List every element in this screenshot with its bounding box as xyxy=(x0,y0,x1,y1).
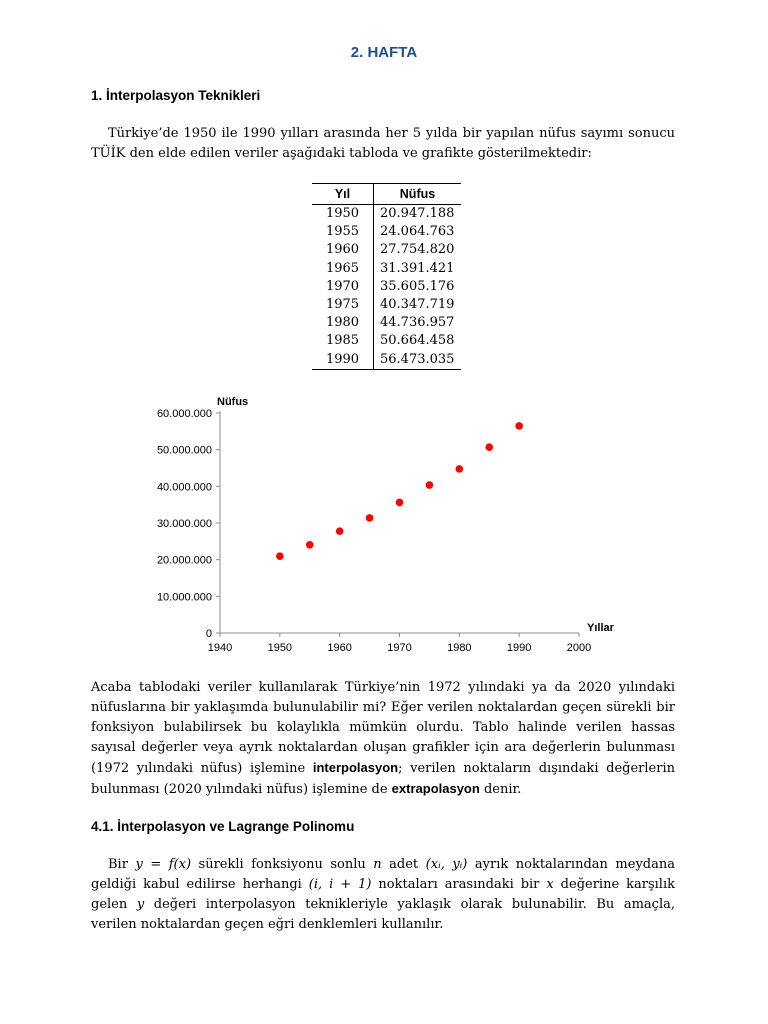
data-point xyxy=(306,541,314,549)
table-row xyxy=(312,223,461,241)
term-extrapolasyon: extrapolasyon xyxy=(391,781,480,796)
x-tick-label: 1970 xyxy=(387,642,412,654)
year-cell: 1950 xyxy=(312,205,374,224)
math-expression: (i, i + 1) xyxy=(308,877,372,892)
population-cell: 44.736.957 xyxy=(380,315,455,331)
population-cell: 40.347.719 xyxy=(380,297,455,313)
population-cell: 56.473.035 xyxy=(374,351,462,370)
paragraph-text: değeri interpolasyon teknikleriyle yaklaşık olarak bulunabilir. Bu amaçla, verilen noktalardan geçen eğri denklemleri kullanılır. xyxy=(91,897,675,932)
paragraph-text: sürekli fonksiyonu sonlu xyxy=(191,857,374,872)
population-cell: 31.391.421 xyxy=(380,260,455,276)
paragraph-text: adet xyxy=(381,857,426,872)
table-row xyxy=(312,351,461,370)
page-title: 2. HAFTA xyxy=(350,44,418,61)
year-cell: 1965 xyxy=(312,260,374,278)
y-tick-label: 40.000.000 xyxy=(156,481,212,494)
x-tick-label: 1950 xyxy=(267,642,293,654)
paragraph-text: ayrık noktalarından meydana geldiği kabul edilirse herhangi xyxy=(91,857,675,892)
paragraph-text: Acaba tablodaki veriler kullanılarak Türkiye’nin 1972 yılındaki ya da 2020 yılındaki nüfuslarına bir yaklaşımda bulunulabilir mi? Eğer verilen noktalardan geçen sürekli bir fonksiyon bulabilirsek bu kolaylıkla mümkün olurdu. Tablo halinde verilen hassas sayısal değerler veya ayrık noktalardan oluşan grafikler için ara değerlerin bulunması (1972 yılındaki nüfus) işlemine xyxy=(91,680,675,776)
paragraph-text: ; verilen noktaların dışındaki değerlerin bulunması (2020 yılındaki nüfus) işlemine de xyxy=(91,761,675,797)
year-cell: 1990 xyxy=(312,351,374,370)
math-expression: y = f(x) xyxy=(135,857,192,872)
year-cell: 1955 xyxy=(312,223,374,241)
intro-text: Türkiye’de 1950 ile 1990 yılları arasında her 5 yılda bir yapılan nüfus sayımı sonucu TÜİK den elde edilen veriler aşağıdaki tabloda ve grafikte gösterilmektedir: xyxy=(91,126,675,161)
year-cell: 1975 xyxy=(312,296,374,314)
x-tick-label: 2000 xyxy=(566,642,592,654)
population-cell: 50.664.458 xyxy=(380,333,455,349)
population-cell: 35.605.176 xyxy=(380,278,455,294)
table-row xyxy=(312,260,461,278)
population-cell: 27.754.820 xyxy=(380,242,455,258)
table-header-year: Yıl xyxy=(312,184,374,205)
year-cell: 1985 xyxy=(312,332,374,350)
math-expression: x xyxy=(546,877,554,892)
population-cell: 20.947.188 xyxy=(380,206,455,221)
table-row xyxy=(312,205,461,224)
paragraph-text: denir. xyxy=(479,782,522,797)
data-point xyxy=(485,443,493,451)
table-row xyxy=(312,278,461,296)
data-point xyxy=(426,481,434,489)
y-tick-label: 10.000.000 xyxy=(156,591,212,604)
interpolation-paragraph xyxy=(91,678,675,800)
y-tick-label: 30.000.000 xyxy=(156,518,212,530)
x-tick-label: 1940 xyxy=(207,642,233,654)
population-cell: 24.064.763 xyxy=(380,224,455,240)
x-tick-label: 1990 xyxy=(506,642,532,654)
x-tick-label: 1960 xyxy=(327,642,352,654)
paragraph-text: Bir xyxy=(108,857,136,872)
intro-paragraph xyxy=(91,124,675,164)
paragraph-text: değerine karşılık gelen xyxy=(91,877,675,912)
math-expression: n xyxy=(373,857,382,872)
subsection-heading: 4.1. İnterpolasyon ve Lagrange Polinomu xyxy=(91,819,355,834)
math-expression: y xyxy=(136,897,145,912)
table-row xyxy=(312,241,461,259)
y-tick-label: 20.000.000 xyxy=(156,554,212,567)
x-tick-label: 1980 xyxy=(447,642,472,654)
data-point xyxy=(336,527,344,535)
y-tick-label: 0 xyxy=(205,628,212,640)
population-table xyxy=(312,183,461,370)
year-cell: 1970 xyxy=(312,278,374,296)
y-axis-label: Nüfus xyxy=(217,396,249,408)
data-point xyxy=(456,465,464,473)
lagrange-paragraph xyxy=(91,855,675,935)
section-heading: 1. İnterpolasyon Teknikleri xyxy=(91,88,261,103)
population-chart xyxy=(140,390,614,660)
y-tick-label: 60.000.000 xyxy=(156,408,212,420)
table-row xyxy=(312,296,461,314)
data-point xyxy=(276,552,284,560)
data-point xyxy=(366,514,374,522)
math-expression: (xᵢ, yᵢ) xyxy=(425,857,468,872)
table-row xyxy=(312,314,461,332)
data-point xyxy=(515,422,523,430)
paragraph-text: noktaları arasındaki bir xyxy=(371,877,547,892)
year-cell: 1980 xyxy=(312,314,374,332)
data-point xyxy=(396,499,404,507)
year-cell: 1960 xyxy=(312,241,374,259)
term-interpolasyon: interpolasyon xyxy=(312,760,399,775)
table-row xyxy=(312,332,461,350)
table-header-population: Nüfus xyxy=(374,184,462,205)
x-axis-label: Yıllar xyxy=(587,622,614,634)
y-tick-label: 50.000.000 xyxy=(156,444,212,457)
